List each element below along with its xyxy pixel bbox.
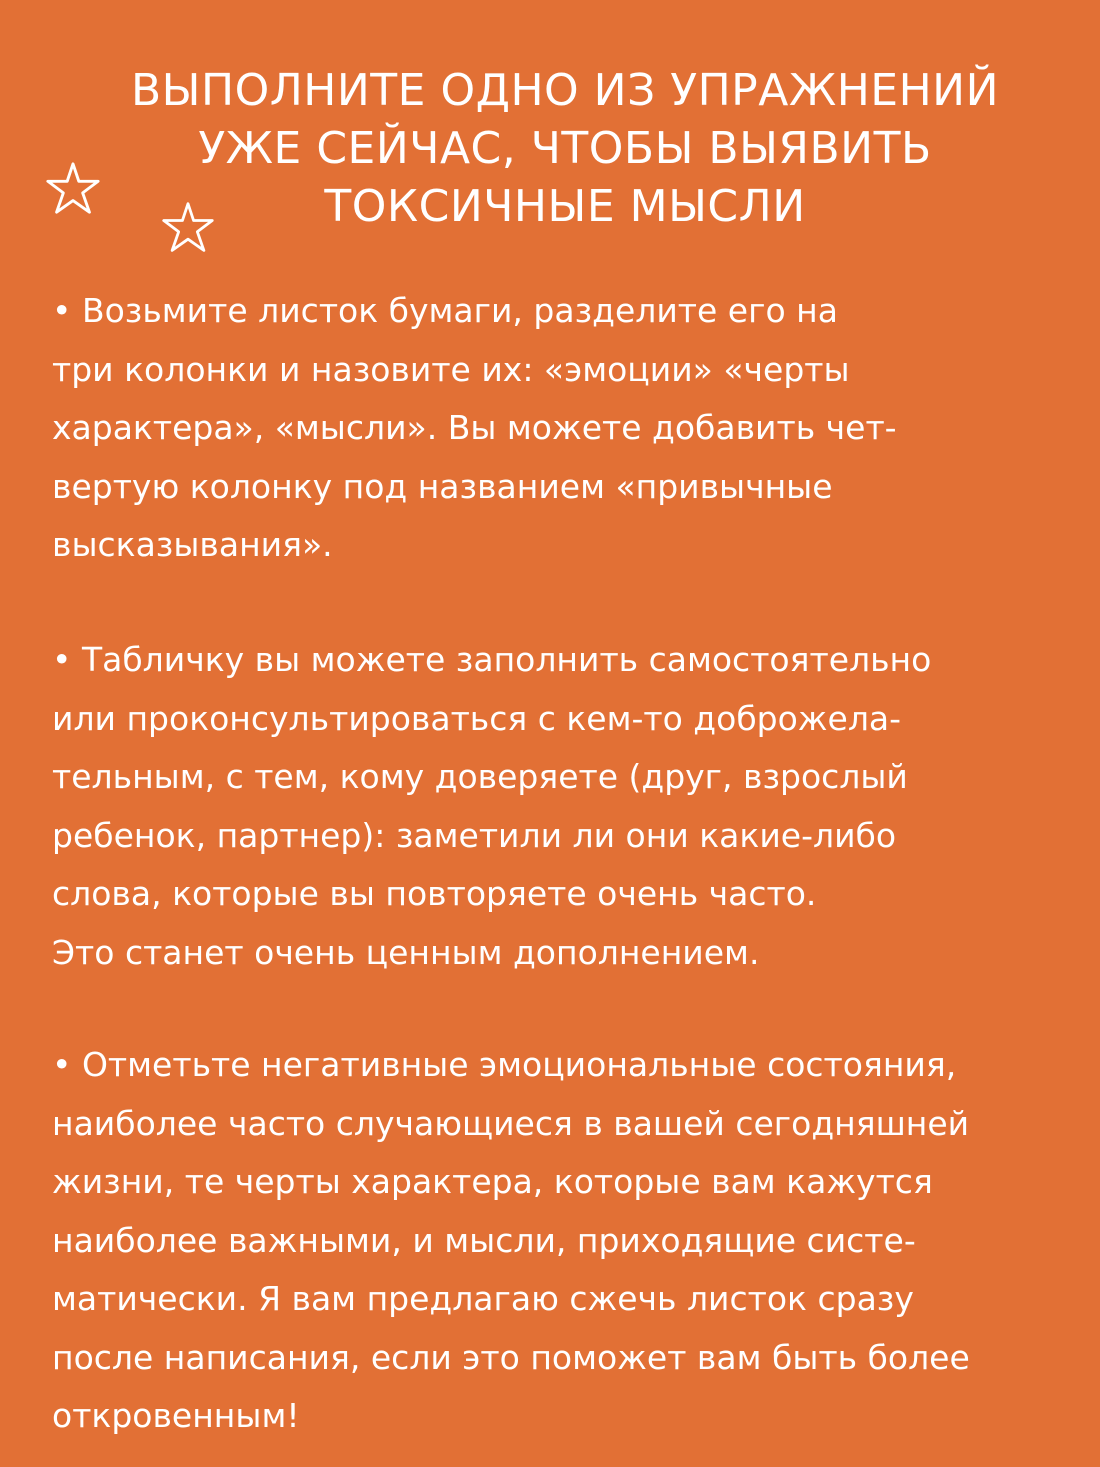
- bullet-paragraph-1: [52, 282, 1072, 575]
- title-line: ВЫПОЛНИТЕ ОДНО ИЗ УПРАЖНЕНИЙ: [130, 65, 1000, 116]
- page-title: [90, 62, 1040, 236]
- bullet-paragraph-3: [52, 1036, 1072, 1446]
- text-line: наиболее важными, и мысли, приходящие систе-: [52, 1220, 916, 1260]
- text-line: откровенным!: [52, 1396, 300, 1435]
- text-line: • Табличку вы можете заполнить самостоятельно: [52, 640, 932, 679]
- text-line: ребенок, партнер): заметили ли они какие-либо: [52, 815, 897, 855]
- text-line: наиболее часто случающиеся в вашей сегодняшней: [52, 1103, 970, 1143]
- text-line: после написания, если это поможет вам быть более: [52, 1337, 970, 1377]
- bullet-paragraph-2: [52, 631, 1072, 982]
- text-line: • Возьмите листок бумаги, разделите его на: [52, 291, 838, 330]
- text-line: три колонки и назовите их: «эмоции» «черты: [52, 349, 850, 389]
- text-line: тельным, с тем, кому доверяете (друг, взрослый: [52, 757, 908, 796]
- text-line: слова, которые вы повторяете очень часто.: [52, 874, 817, 913]
- title-line: УЖЕ СЕЙЧАС, ЧТОБЫ ВЫЯВИТЬ: [198, 123, 932, 174]
- text-line: матически. Я вам предлагаю сжечь листок сразу: [52, 1279, 914, 1318]
- text-line: высказывания».: [52, 525, 333, 564]
- text-line: вертую колонку под названием «привычные: [52, 466, 833, 506]
- text-line: жизни, те черты характера, которые вам кажутся: [52, 1162, 933, 1201]
- text-line: или проконсультироваться с кем-то доброжела-: [52, 698, 902, 738]
- text-line: Это станет очень ценным дополнением.: [52, 932, 760, 972]
- text-line: характера», «мысли». Вы можете добавить чет-: [52, 408, 897, 447]
- title-line: ТОКСИЧНЫЕ МЫСЛИ: [324, 181, 806, 232]
- text-line: • Отметьте негативные эмоциональные состояния,: [52, 1045, 957, 1084]
